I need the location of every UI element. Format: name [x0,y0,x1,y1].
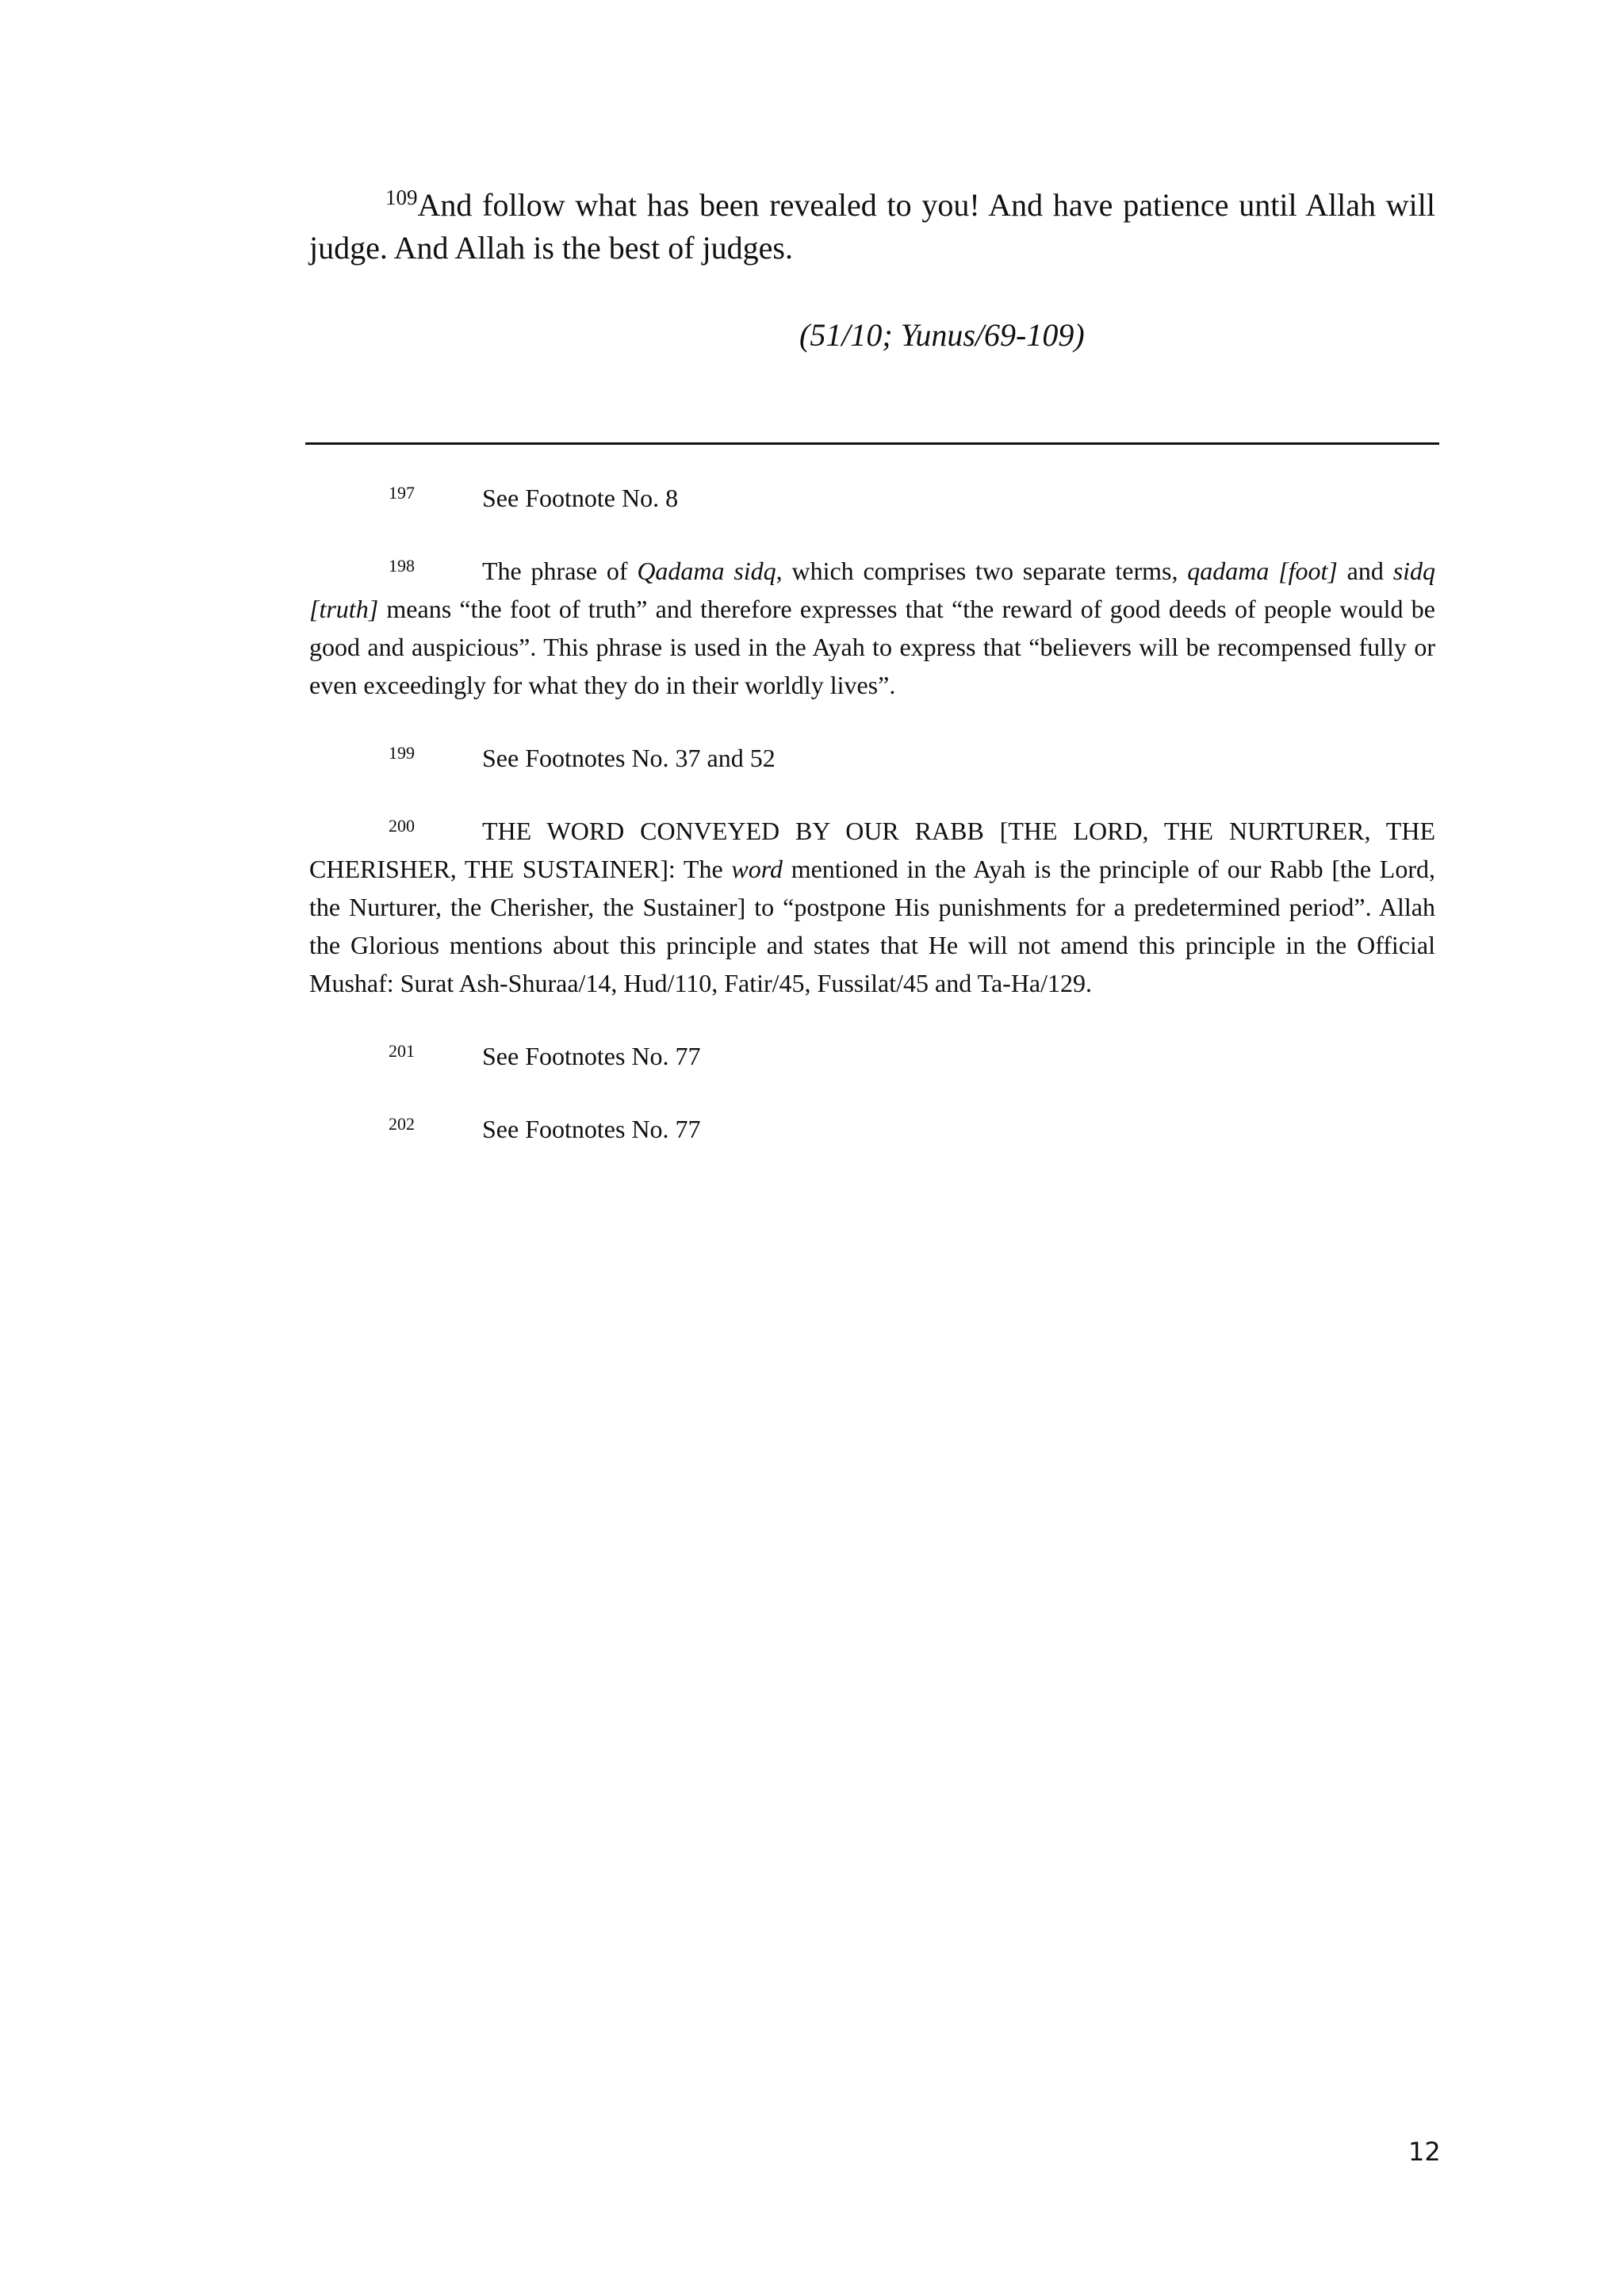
footnote-italic-term: qadama [foot] [1187,557,1338,585]
footnote-text: See Footnotes No. 37 and 52 [482,744,776,772]
footnote-200: 200 THE WORD CONVEYED BY OUR RABB [THE LORD, THE NURTURER, THE CHERISHER, THE SUSTAINER]: The word mentioned in the Ayah is the principle of our Rabb [the Lord, the Nurturer, the Cherisher, the Sustainer] to “postpone His punishments for a predetermined period”. Allah the Glorious mentions about this principle and states that He will not amend this principle in the Official Mushaf: Surat Ash-Shuraa/14, Hud/110, Fatir/45, Fussilat/45 and Ta-Ha/129. [309,816,1436,997]
footnote-201: 201 See Footnotes No. 77 [389,1041,701,1070]
footnote-text: means “the foot of truth” and therefore expresses that “the reward of good deeds of people would be good and auspicious”. This phrase is used in the Ayah to express that “believers will be recompensed fully or even exceedingly for what they do in their worldly lives”. [309,595,1435,699]
footnotes-section [309,479,1435,1183]
footnote-198: 198 The phrase of Qadama sidq, which comprises two separate terms, qadama [foot] and sidq [truth] means “the foot of truth” and therefore expresses that “the reward of good deeds of people would be good and auspicious”. This phrase is used in the Ayah to express that “believers will be recompensed fully or even exceedingly for what they do in their worldly lives”. [309,556,1436,699]
footnote-italic-term: Qadama sidq [637,557,776,585]
footnote-text: THE WORD CONVEYED BY OUR RABB [THE LORD, THE NURTURER, THE CHERISHER, THE SUSTAINER]: The [309,817,1435,883]
footnote-text: mentioned in the Ayah is the principle of our Rabb [the Lord, the Nurturer, the Cherisher, the Sustainer] to “postpone His punishments for a predetermined period”. Allah the Glorious mentions about this principle and states that He will not amend this principle in the Official Mushaf: Surat Ash-Shuraa/14, Hud/110, Fatir/45, Fussilat/45 and Ta-Ha/129. [309,855,1436,997]
footnote-197: 197 See Footnote No. 8 [389,483,679,512]
verse-paragraph [309,184,1435,270]
footnote-199: 199 See Footnotes No. 37 and 52 [389,743,776,772]
footnote-text: The phrase of [482,557,638,585]
footnote-202: 202 See Footnotes No. 77 [389,1114,701,1143]
verse-citation: (51/10; Yunus/69-109) [799,317,1085,353]
footnote-text: See Footnotes No. 77 [482,1115,701,1143]
footnote-italic-term: sidq [truth] [309,557,1436,623]
page-number: 12 [1408,2137,1441,2167]
footnote-text: See Footnotes No. 77 [482,1042,701,1070]
verse-text: And follow what has been revealed to you! And have patience until Allah will judge. And Allah is the best of judges. [309,187,1435,266]
footnote-text: and [1337,557,1393,585]
footnote-text: , which comprises two separate terms, [776,557,1188,585]
verse-number: 109 [385,186,418,209]
footnote-italic-term: word [731,855,783,883]
footnote-text: See Footnote No. 8 [482,484,679,512]
footnote-separator [305,442,1439,445]
